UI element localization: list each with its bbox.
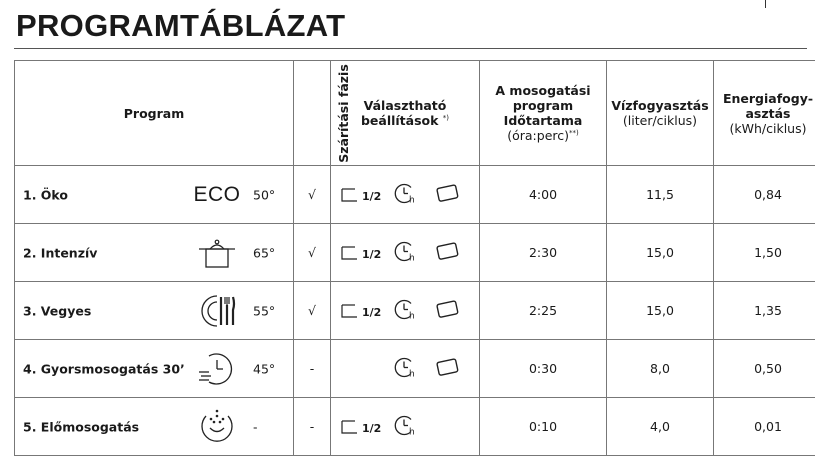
- duration-cell: 2:30: [480, 224, 607, 282]
- energy-cell: 1,35: [714, 282, 815, 340]
- delay-start-icon: [393, 239, 419, 266]
- duration-cell: 2:25: [480, 282, 607, 340]
- half-load-icon: [341, 187, 359, 203]
- header-water-unit: (liter/ciklus): [622, 113, 698, 128]
- program-temperature: -: [253, 419, 258, 434]
- program-temperature: 50°: [253, 187, 276, 202]
- svg-text:h: h: [409, 369, 415, 379]
- header-energy-line2: asztás: [745, 105, 791, 121]
- program-table: [14, 60, 815, 456]
- header-options-line1: Választható: [363, 98, 447, 113]
- header-duration-line2: program: [512, 98, 574, 113]
- half-load-icon: [341, 419, 359, 435]
- svg-text:h: h: [409, 311, 415, 321]
- half-load-icon: [341, 303, 359, 319]
- drying-cell: √: [294, 282, 331, 340]
- delay-start-icon: [393, 413, 419, 440]
- tablet-icon: [435, 357, 461, 380]
- table-row: [15, 224, 815, 282]
- water-cell: 8,0: [607, 340, 714, 398]
- header-drying: [294, 61, 351, 166]
- quick-wash-icon: [195, 349, 239, 389]
- table-row: [15, 340, 815, 398]
- half-load-option: [341, 187, 381, 203]
- header-program: Program: [15, 61, 294, 166]
- program-name: 2. Intenzív: [23, 245, 98, 260]
- header-options-note: *): [442, 113, 450, 122]
- drying-cell: √: [294, 166, 331, 224]
- options-cell: [331, 398, 480, 456]
- half-load-option: [341, 419, 381, 435]
- duration-cell: 0:30: [480, 340, 607, 398]
- svg-text:h: h: [409, 427, 415, 437]
- delay-start-icon: [393, 297, 419, 324]
- energy-cell: 0,50: [714, 340, 815, 398]
- page-title: PROGRAMTÁBLÁZAT: [16, 8, 346, 43]
- header-duration-line3: Időtartama: [503, 113, 583, 128]
- program-name: 1. Öko: [23, 187, 68, 202]
- half-load-label: 1/2: [362, 421, 382, 435]
- water-cell: 15,0: [607, 282, 714, 340]
- program-cell: [15, 166, 294, 224]
- water-cell: 4,0: [607, 398, 714, 456]
- tablet-icon: [435, 241, 461, 264]
- header-drying-label: Szárítási fázis: [335, 63, 351, 163]
- half-load-label: 1/2: [362, 305, 382, 319]
- header-duration-note: **): [569, 128, 579, 137]
- header-energy: [714, 61, 815, 166]
- energy-cell: 1,50: [714, 224, 815, 282]
- table-row: [15, 282, 815, 340]
- page-corner-tick: [765, 0, 766, 8]
- drying-cell: -: [294, 340, 331, 398]
- tablet-icon: [435, 299, 461, 322]
- water-cell: 11,5: [607, 166, 714, 224]
- half-load-icon: [341, 245, 359, 261]
- eco-label-icon: [195, 175, 239, 215]
- program-name: 4. Gyorsmosogatás 30’: [23, 361, 185, 376]
- table-row: [15, 398, 815, 456]
- delay-start-icon: [393, 181, 419, 208]
- program-temperature: 55°: [253, 303, 276, 318]
- svg-text:h: h: [409, 253, 415, 263]
- header-duration-line1: A mosogatási: [495, 83, 591, 98]
- water-cell: 15,0: [607, 224, 714, 282]
- program-name: 5. Előmosogatás: [23, 419, 140, 434]
- half-load-option: [341, 303, 381, 319]
- program-cell: [15, 224, 294, 282]
- header-options-line2: beállítások: [360, 113, 439, 128]
- half-load-label: 1/2: [362, 189, 382, 203]
- plate-cutlery-icon: [195, 291, 239, 331]
- header-duration-unit: (óra:perc): [507, 128, 570, 143]
- header-energy-unit: (kWh/ciklus): [729, 120, 807, 136]
- options-cell: [331, 224, 480, 282]
- header-duration: [480, 61, 607, 166]
- program-temperature: 65°: [253, 245, 276, 260]
- options-cell: [331, 282, 480, 340]
- duration-cell: 4:00: [480, 166, 607, 224]
- tablet-icon: [435, 183, 461, 206]
- half-load-option: [341, 245, 381, 261]
- svg-text:h: h: [409, 195, 415, 205]
- program-cell: [15, 398, 294, 456]
- options-cell: [331, 340, 480, 398]
- program-cell: [15, 340, 294, 398]
- header-water: [607, 61, 714, 166]
- eco-label-text: ECO: [193, 182, 241, 206]
- energy-cell: 0,84: [714, 166, 815, 224]
- duration-cell: 0:10: [480, 398, 607, 456]
- energy-cell: 0,01: [714, 398, 815, 456]
- table-row: [15, 166, 815, 224]
- options-cell: [331, 166, 480, 224]
- header-options: [331, 61, 480, 166]
- program-name: 3. Vegyes: [23, 303, 92, 318]
- drying-cell: -: [294, 398, 331, 456]
- drying-cell: √: [294, 224, 331, 282]
- delay-start-icon: [393, 355, 419, 382]
- half-load-label: 1/2: [362, 247, 382, 261]
- title-divider: [14, 48, 807, 49]
- prewash-icon: [195, 407, 239, 447]
- pot-icon: [195, 233, 239, 273]
- table-header-row: [15, 61, 815, 166]
- header-water-title: Vízfogyasztás: [611, 98, 709, 113]
- header-energy-line1: Energiafogy-: [722, 90, 814, 106]
- program-cell: [15, 282, 294, 340]
- program-temperature: 45°: [253, 361, 276, 376]
